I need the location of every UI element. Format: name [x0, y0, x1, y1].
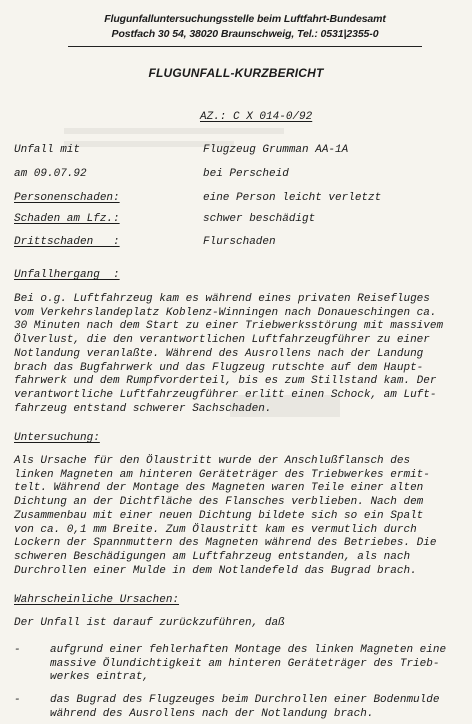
cause-line: werkes eintrat, — [50, 671, 150, 684]
reference-number: AZ.: C X 014-0/92 — [200, 111, 313, 123]
fact-label-schaden: Schaden am Lfz.: — [14, 213, 120, 225]
fact-value-personenschaden: eine Person leicht verletzt — [203, 192, 382, 204]
hergang-line: 30 Minuten nach dem Start zu einer Triebwerksstörung mit massivem — [14, 320, 444, 333]
section-heading-untersuchung: Untersuchung: — [14, 432, 100, 444]
cause-line: massive Ölundichtigkeit am hinteren Geräteträger des Trieb- — [50, 657, 440, 670]
fact-value-schaden: schwer beschädigt — [203, 213, 316, 225]
fact-label-drittschaden: Drittschaden : — [14, 236, 120, 248]
untersuchung-line: von ca. 0,1 mm Breite. Zum Ölaustritt kam es vermutlich durch — [14, 523, 417, 536]
hergang-line: fahrzeug entstand schwerer Sachschaden. — [14, 402, 272, 415]
fact-label-personenschaden: Personenschaden: — [14, 192, 120, 204]
untersuchung-line: Als Ursache für den Ölaustritt wurde der Anschlußflansch des — [14, 455, 411, 467]
ursachen-intro: Der Unfall ist darauf zurückzuführen, daß — [14, 617, 285, 629]
untersuchung-line: telt. Während der Montage des Magneten waren Teile einer alten — [14, 482, 424, 495]
letterhead-rule — [68, 46, 422, 47]
hergang-line: Bei o.g. Luftfahrzeug kam es während eines privaten Reisefluges — [14, 293, 430, 305]
cause-line: das Bugrad des Flugzeuges beim Durchrollen einer Bodenmulde — [50, 694, 440, 706]
fact-value-drittschaden: Flurschaden — [203, 236, 276, 248]
hergang-line: fahrwerk und dem Rumpfvorderteil, bis es zum Stillstand kam. Der — [14, 375, 437, 388]
letterhead-address: Postfach 30 54, 38020 Braunschweig, Tel.: 0531|2355-0 — [111, 28, 379, 40]
cause-line: während des Ausrollens nach der Notlandung brach. — [50, 707, 374, 720]
letterhead-authority: Flugunfalluntersuchungsstelle beim Luftfahrt-Bundesamt — [104, 13, 386, 25]
fact-label-date: am 09.07.92 — [14, 168, 87, 180]
untersuchung-line: Dichtung an der Dichtfläche des Flansches verblieben. Nach dem — [14, 496, 424, 509]
hergang-line: brach das Bugfahrwerk und das Flugzeug rutschte auf dem Haupt- — [14, 361, 424, 374]
fact-label-unfall: Unfall mit — [14, 144, 81, 156]
hergang-line: verantwortliche Luftfahrzeugführer erlitt einen Schock, am Luft- — [14, 388, 437, 401]
untersuchung-line: schweren Beschädigungen am Luftfahrzeug entstanden, als nach — [14, 550, 411, 563]
list-dash: - — [14, 694, 21, 706]
cause-line: aufgrund einer fehlerhaften Montage des linken Magneten eine — [50, 644, 447, 656]
section-heading-ursachen: Wahrscheinliche Ursachen: — [14, 594, 180, 606]
report-title: FLUGUNFALL-KURZBERICHT — [148, 66, 324, 80]
untersuchung-line: Durchrollen einer Mulde in dem Notlandefeld das Bugrad brach. — [14, 564, 417, 577]
fact-value-location: bei Perscheid — [203, 168, 289, 180]
untersuchung-line: linken Magneten am hinteren Geräteträger des Triebwerkes ermit- — [14, 468, 430, 481]
bleed-through-mark — [64, 128, 284, 134]
fact-value-aircraft: Flugzeug Grumman AA-1A — [203, 144, 349, 156]
hergang-line: Notlandung veranlaßte. Während des Ausrollens nach der Landung — [14, 347, 424, 360]
list-dash: - — [14, 644, 21, 656]
untersuchung-line: Zusammenbau mit einer neuen Dichtung bildete sich so ein Spalt — [14, 509, 424, 522]
untersuchung-line: Lockern der Spannmuttern des Magneten während des Betriebes. Die — [14, 537, 437, 550]
hergang-line: Ölverlust, die den verantwortlichen Luftfahrzeugführer zu einer — [14, 334, 430, 347]
hergang-line: vom Verkehrslandeplatz Koblenz-Winningen nach Donaueschingen ca. — [14, 306, 437, 319]
section-heading-hergang: Unfallhergang : — [14, 269, 120, 281]
